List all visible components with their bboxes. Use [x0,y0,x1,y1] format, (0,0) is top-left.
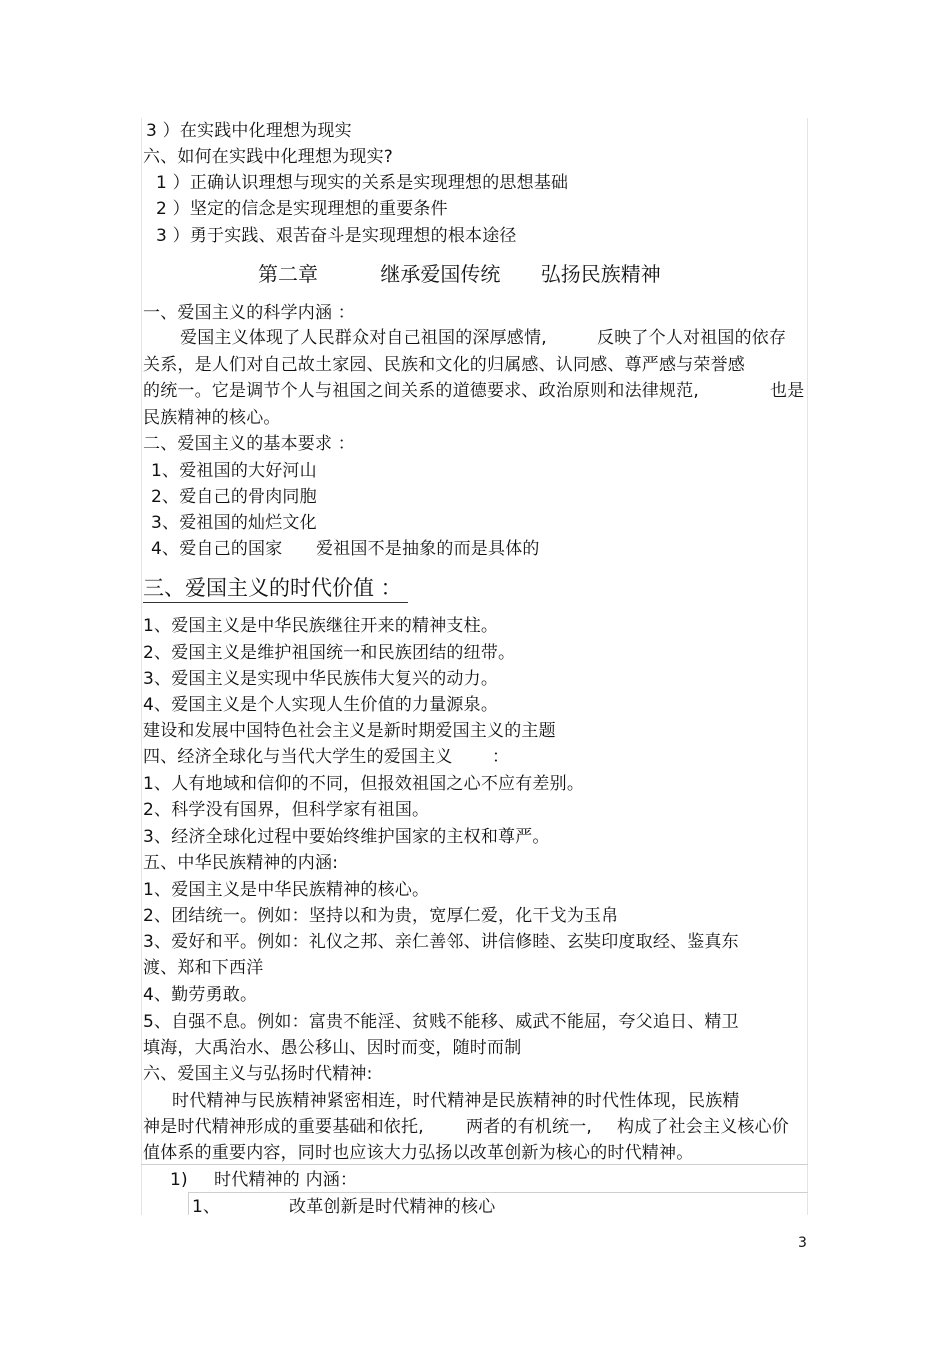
table-cell: 时代精神的 内涵： [214,1170,358,1190]
list-item: 4、爱自己的国家 [151,539,283,559]
section-heading-6b: 六、爱国主义与弘扬时代精神: [143,1064,373,1084]
table-cell: 1、 [192,1197,221,1217]
list-item: 3、爱国主义是实现中华民族伟大复兴的动力。 [143,669,499,689]
list-item: 填海，大禹治水、愚公移山、因时而变，随时而制 [143,1038,522,1058]
paragraph-line: 关系，是人们对自己故土家园、民族和文化的归属感、认同感、尊严感与荣誉感 [143,355,745,375]
section-heading-4: ： [492,747,510,767]
section-heading-5: 五、中华民族精神的内涵: [143,853,339,873]
list-item: 2、团结统一。例如：坚持以和为贵，宽厚仁爱，化干戈为玉帛 [143,906,619,926]
section-heading-1: 一、爱国主义的科学内涵 ： [143,303,356,323]
list-item: 2、爱自己的骨肉同胞 [151,487,317,507]
paragraph-line: 反映了个人对祖国的依存 [597,328,787,348]
paragraph-line: 时代精神与民族精神紧密相连，时代精神是民族精神的时代性体现，民族精 [172,1091,740,1111]
paragraph-line: 两者的有机统一, [466,1117,593,1137]
table-rule [188,1192,189,1215]
list-item: 3、爱好和平。例如：礼仪之邦、亲仁善邻、讲信修睦、玄奘印度取经、鉴真东 [143,932,739,952]
section-heading-6: 六、如何在实践中化理想为现实? [143,147,394,167]
list-item: 1、爱祖国的大好河山 [151,461,317,481]
section-heading-4: 四、经济全球化与当代大学生的爱国主义 [143,747,453,767]
table-cell: 改革创新是时代精神的核心 [289,1197,496,1217]
table-cell: 1) [170,1170,188,1190]
chapter-heading [258,261,661,287]
list-item: 3 ）勇于实践、艰苦奋斗是实现理想的根本途径 [156,226,517,246]
section-heading-3: 三、爱国主义的时代价值 ： [143,574,408,603]
paragraph-line: 值体系的重要内容，同时也应该大力弘扬以改革创新为核心的时代精神。 [143,1143,694,1163]
list-item: 爱祖国不是抽象的而是具体的 [316,539,540,559]
section-heading-2: 二、爱国主义的基本要求 ： [143,434,356,454]
list-item: 4、勤劳勇敢。 [143,985,258,1005]
table-rule [188,1192,808,1193]
list-item: 3、经济全球化过程中要始终维护国家的主权和尊严。 [143,827,550,847]
list-item: 3、爱祖国的灿烂文化 [151,513,317,533]
list-item: 渡、郑和下西洋 [143,958,264,978]
chapter-title-part-2: 弘扬民族精神 [540,262,661,286]
paragraph-line: 民族精神的核心。 [143,408,281,428]
chapter-title-part-1: 继承爱国传统 [380,262,501,286]
list-item: 5、自强不息。例如：富贵不能淫、贫贱不能移、威武不能屈，夸父追日、精卫 [143,1012,739,1032]
text-line: 3 ）在实践中化理想为现实 [146,121,352,141]
list-item: 1、爱国主义是中华民族继往开来的精神支柱。 [143,616,499,636]
list-item: 2 ）坚定的信念是实现理想的重要条件 [156,199,448,219]
paragraph-line: 爱国主义体现了人民群众对自己祖国的深厚感情, [180,328,547,348]
paragraph-line: 也是 [770,381,805,401]
list-item: 2、科学没有国界，但科学家有祖国。 [143,800,430,820]
paragraph-line: 的统一。它是调节个人与祖国之间关系的道德要求、政治原则和法律规范, [143,381,700,401]
list-item: 2、爱国主义是维护祖国统一和民族团结的纽带。 [143,643,516,663]
paragraph-line: 建设和发展中国特色社会主义是新时期爱国主义的主题 [143,721,556,741]
chapter-number: 第二章 [258,262,318,286]
list-item: 4、爱国主义是个人实现人生价值的力量源泉。 [143,695,499,715]
paragraph-line: 神是时代精神形成的重要基础和依托, [143,1117,424,1137]
table-rule [141,1164,808,1165]
page-number: 3 [798,1235,807,1251]
list-item: 1、人有地域和信仰的不同，但报效祖国之心不应有差别。 [143,774,585,794]
list-item: 1、爱国主义是中华民族精神的核心。 [143,880,430,900]
paragraph-line: 构成了社会主义核心价 [617,1117,789,1137]
list-item: 1 ）正确认识理想与现实的关系是实现理想的思想基础 [156,173,569,193]
